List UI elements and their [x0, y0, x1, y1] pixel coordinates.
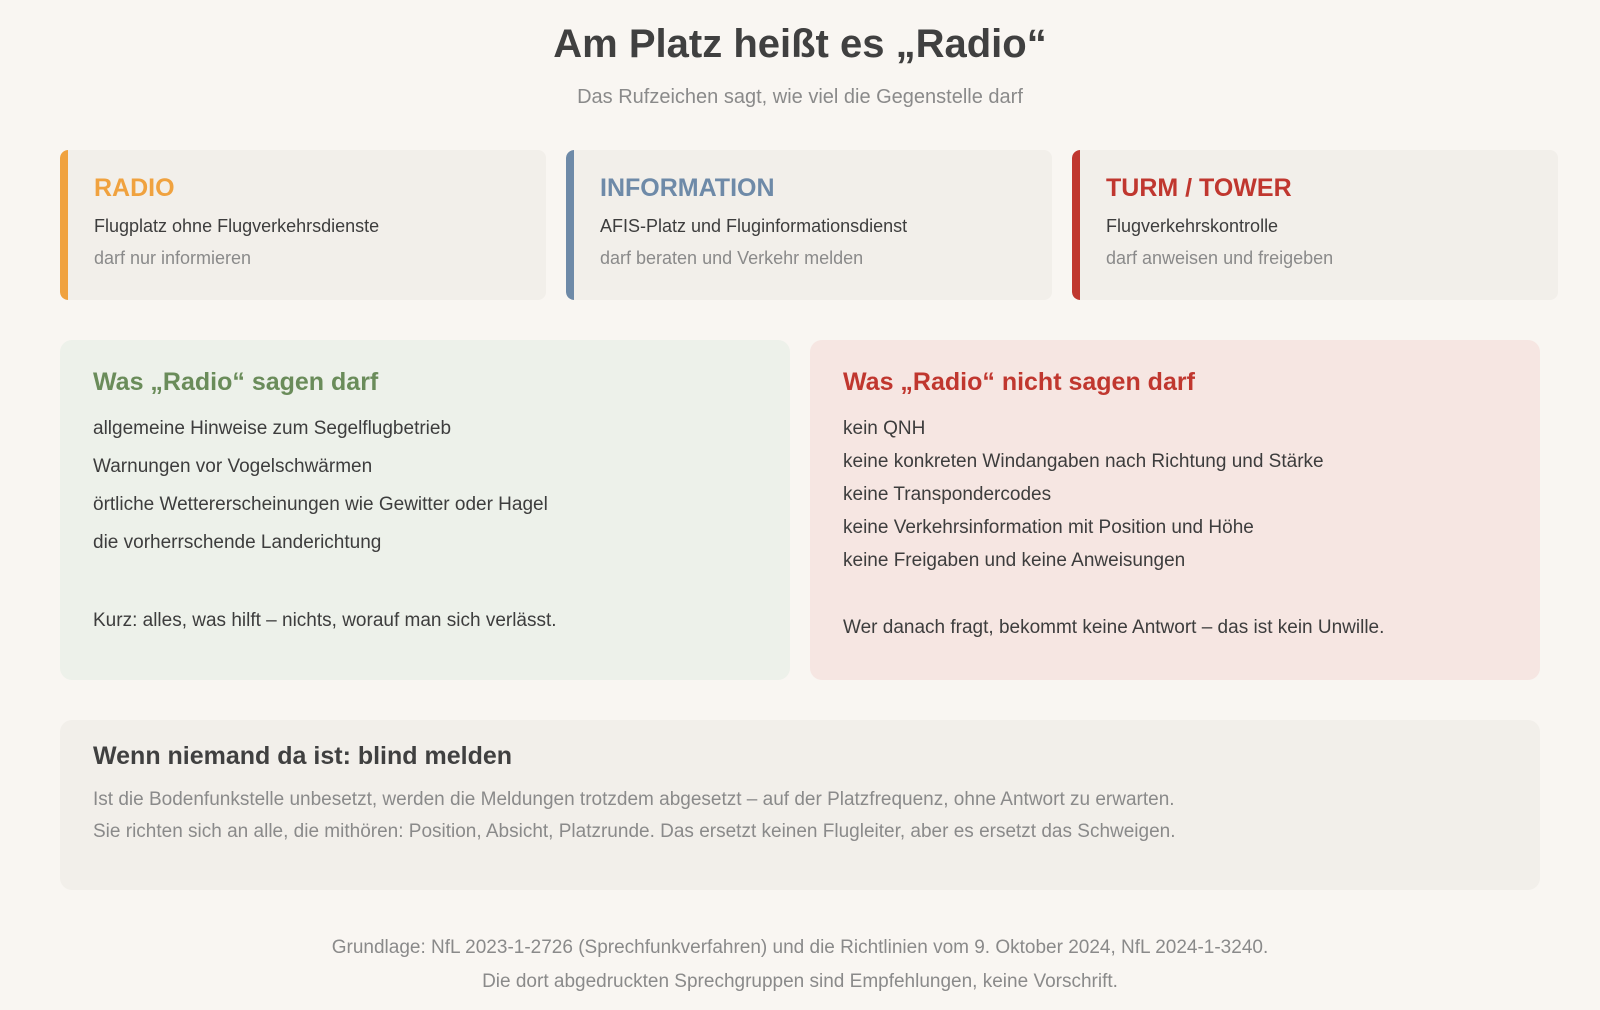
card-accent-bar: [60, 150, 68, 300]
card-permission: darf nur informieren: [94, 248, 252, 268]
card-description: Flugverkehrskontrolle: [1106, 216, 1279, 236]
card-accent-bar: [566, 150, 574, 300]
card-accent-bar: [1072, 150, 1080, 300]
forbidden-summary: Wer danach fragt, bekommt keine Antwort – das ist kein Unwille.: [843, 617, 1385, 638]
card-tower: [1072, 150, 1558, 300]
card-radio: [60, 150, 546, 300]
list-item: Warnungen vor Vogelschwärmen: [93, 456, 373, 477]
forbidden-title: Was „Radio“ nicht sagen darf: [843, 368, 1195, 396]
card-permission: darf anweisen und freigeben: [1106, 248, 1334, 268]
list-item: keine Transpondercodes: [843, 484, 1052, 505]
card-description: Flugplatz ohne Flugverkehrsdienste: [94, 216, 380, 236]
blind-call-text: Ist die Bodenfunkstelle unbesetzt, werden die Meldungen trotzdem abgesetzt – auf der Platzfrequenz, ohne Antwort zu erwarten.: [93, 789, 1175, 810]
footer-source: Grundlage: NfL 2023-1-2726 (Sprechfunkverfahren) und die Richtlinien vom 9. Oktober 2024, NfL 2024-1-3240.: [331, 937, 1269, 958]
list-item: die vorherrschende Landerichtung: [93, 532, 382, 553]
list-item: örtliche Wettererscheinungen wie Gewitter oder Hagel: [93, 494, 548, 515]
list-item: allgemeine Hinweise zum Segelflugbetrieb: [93, 418, 452, 439]
blind-call-panel: [60, 720, 1540, 890]
card-permission: darf beraten und Verkehr melden: [600, 248, 864, 268]
card-title: INFORMATION: [600, 174, 775, 202]
card-title: TURM / TOWER: [1106, 174, 1292, 202]
allowed-list: [93, 418, 548, 570]
forbidden-panel: [810, 340, 1540, 680]
footer-note: Die dort abgedruckten Sprechgruppen sind Empfehlungen, keine Vorschrift.: [482, 971, 1118, 992]
card-title: RADIO: [94, 174, 175, 202]
page-title: Am Platz heißt es „Radio“: [553, 22, 1047, 66]
list-item: keine Freigaben und keine Anweisungen: [843, 550, 1186, 571]
forbidden-list: [843, 418, 1324, 583]
list-item: kein QNH: [843, 418, 926, 439]
blind-call-title: Wenn niemand da ist: blind melden: [93, 742, 513, 770]
allowed-panel: [60, 340, 790, 680]
allowed-summary: Kurz: alles, was hilft – nichts, worauf man sich verlässt.: [93, 610, 557, 631]
card-description: AFIS-Platz und Fluginformationsdienst: [600, 216, 908, 236]
page-subtitle: Das Rufzeichen sagt, wie viel die Gegenstelle darf: [577, 86, 1023, 108]
list-item: keine Verkehrsinformation mit Position und Höhe: [843, 517, 1254, 538]
card-information: [566, 150, 1052, 300]
allowed-title: Was „Radio“ sagen darf: [93, 368, 379, 396]
blind-call-text: Sie richten sich an alle, die mithören: Position, Absicht, Platzrunde. Das ersetzt keinen Flugleiter, aber es ersetzt das Schweigen.: [93, 821, 1176, 842]
list-item: keine konkreten Windangaben nach Richtung und Stärke: [843, 451, 1324, 472]
callsign-cards: [60, 150, 1558, 300]
